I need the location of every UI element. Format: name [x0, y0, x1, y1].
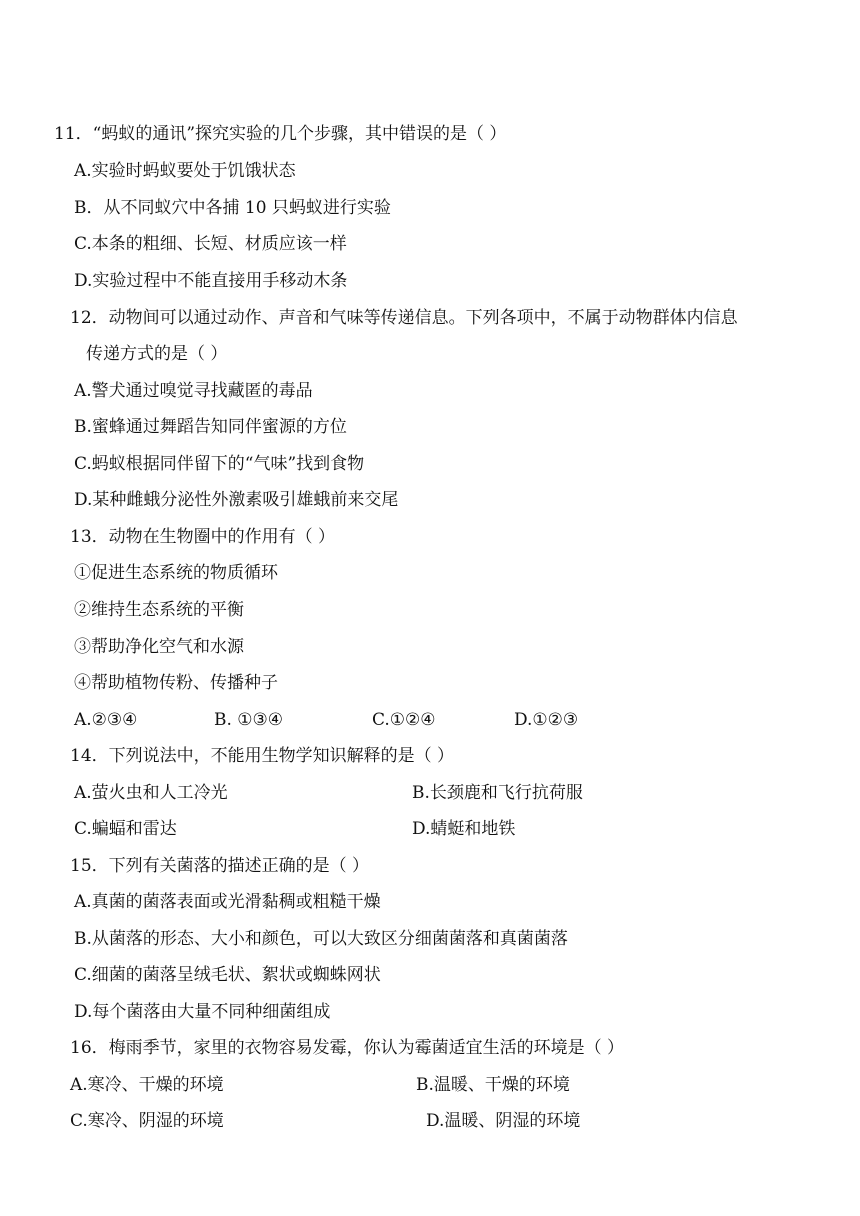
question-14-option-c: C.蝙蝠和雷达: [74, 819, 177, 839]
question-13-option-b: B. ①③④: [214, 710, 284, 730]
question-16-option-a: A.寒冷、干燥的环境: [70, 1075, 224, 1095]
question-12-stem-continued: 传递方式的是（ ）: [86, 344, 228, 364]
question-11-option-d: D.实验过程中不能直接用手移动木条: [74, 271, 348, 291]
question-13-option-c: C.①②④: [372, 710, 436, 730]
question-13-stem: 13．动物在生物圈中的作用有（ ）: [70, 527, 336, 547]
question-12-option-a: A.警犬通过嗅觉寻找藏匿的毒品: [74, 381, 313, 401]
question-14-option-a: A.萤火虫和人工冷光: [74, 783, 228, 803]
question-13-item-1: ①促进生态系统的物质循环: [74, 563, 278, 583]
question-13-option-a: A.②③④: [74, 710, 138, 730]
question-15-stem: 15．下列有关菌落的描述正确的是（ ）: [70, 856, 370, 876]
question-11-stem: 11．“蚂蚁的通讯”探究实验的几个步骤，其中错误的是（ ）: [54, 124, 507, 144]
question-13-item-4: ④帮助植物传粉、传播种子: [74, 673, 278, 693]
question-13-item-2: ②维持生态系统的平衡: [74, 600, 244, 620]
question-15-option-b: B.从菌落的形态、大小和颜色，可以大致区分细菌菌落和真菌菌落: [74, 929, 568, 949]
question-15-option-a: A.真菌的菌落表面或光滑黏稠或粗糙干燥: [74, 892, 381, 912]
question-13-item-3: ③帮助净化空气和水源: [74, 637, 244, 657]
question-13-option-d: D.①②③: [514, 710, 579, 730]
question-14-option-d: D.蜻蜓和地铁: [412, 819, 516, 839]
question-16-option-c: C.寒冷、阴湿的环境: [70, 1111, 224, 1131]
question-15-option-c: C.细菌的菌落呈绒毛状、絮状或蜘蛛网状: [74, 965, 381, 985]
question-12-stem: 12．动物间可以通过动作、声音和气味等传递信息。下列各项中，不属于动物群体内信息: [70, 308, 738, 328]
question-16-option-d: D.温暖、阴湿的环境: [426, 1111, 581, 1131]
question-12-option-d: D.某种雌蛾分泌性外激素吸引雄蛾前来交尾: [74, 490, 399, 510]
question-11-option-b: B．从不同蚁穴中各捕 10 只蚂蚁进行实验: [74, 198, 391, 218]
question-11-option-c: C.本条的粗细、长短、材质应该一样: [74, 234, 347, 254]
question-15-option-d: D.每个菌落由大量不同种细菌组成: [74, 1002, 331, 1022]
question-12-option-c: C.蚂蚁根据同伴留下的“气味”找到食物: [74, 454, 365, 474]
question-11-option-a: A.实验时蚂蚁要处于饥饿状态: [74, 161, 296, 181]
question-14-stem: 14．下列说法中，不能用生物学知识解释的是（ ）: [70, 746, 455, 766]
question-12-option-b: B.蜜蜂通过舞蹈告知同伴蜜源的方位: [74, 417, 347, 437]
question-16-stem: 16．梅雨季节，家里的衣物容易发霉，你认为霉菌适宜生活的环境是（ ）: [70, 1038, 625, 1058]
question-14-option-b: B.长颈鹿和飞行抗荷服: [412, 783, 583, 803]
question-16-option-b: B.温暖、干燥的环境: [416, 1075, 570, 1095]
